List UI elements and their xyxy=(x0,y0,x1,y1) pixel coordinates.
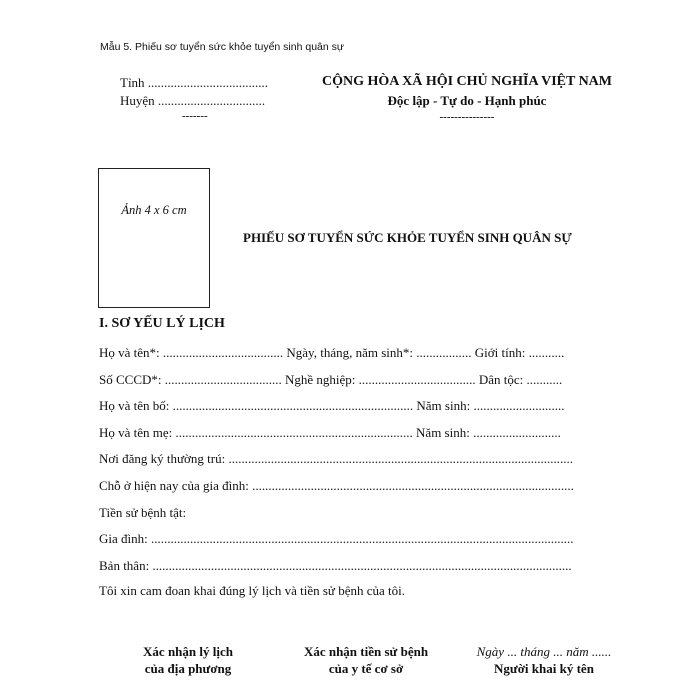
national-motto: Độc lập - Tự do - Hạnh phúc xyxy=(387,93,547,108)
photo-box xyxy=(98,168,210,308)
photo-label: Ảnh 4 x 6 cm xyxy=(121,203,187,217)
authority-header xyxy=(120,75,269,122)
section-title: I. SƠ YẾU LÝ LỊCH xyxy=(99,316,225,331)
signature-declarant-label: Người khai ký tên xyxy=(494,661,594,676)
signature-local-line2: của địa phương xyxy=(144,661,232,676)
field-medical-history: Tiền sử bệnh tật: xyxy=(99,505,187,520)
field-id-job-ethnicity: Số CCCD*: .................................... Nghề nghiệp: .................................... Dân tộc: ........... xyxy=(99,372,563,387)
district-line: Huyện ................................. xyxy=(120,93,266,108)
field-current-address: Chỗ ở hiện nay của gia đình: ................................................................................................... xyxy=(99,478,574,493)
national-header xyxy=(314,74,620,123)
province-line: Tỉnh ..................................... xyxy=(120,75,269,90)
field-permanent-address: Nơi đăng ký thường trú: .......................................................................................................... xyxy=(99,451,573,466)
signature-declarant xyxy=(466,643,622,677)
field-mother: Họ và tên mẹ: ......................................................................... Năm sinh: ........................... xyxy=(99,425,561,440)
country-name: CỘNG HÒA XÃ HỘI CHỦ NGHĨA VIỆT NAM xyxy=(321,74,612,89)
left-divider: ------- xyxy=(182,110,208,122)
field-father: Họ và tên bố: .......................................................................... Năm sinh: ............................ xyxy=(99,398,565,413)
signature-medical-line2: của y tế cơ sở xyxy=(328,661,404,676)
signature-date: Ngày ... tháng ... năm ...... xyxy=(476,644,612,659)
signature-medical-line1: Xác nhận tiền sử bệnh xyxy=(303,644,429,659)
signature-local-line1: Xác nhận lý lịch xyxy=(143,644,233,659)
form-code: Mẫu 5. Phiếu sơ tuyển sức khỏe tuyển sinh quân sự xyxy=(100,41,344,53)
signature-medical xyxy=(296,643,436,677)
field-family-history: Gia đình: .................................................................................................................................. xyxy=(99,531,574,546)
page-title: PHIẾU SƠ TUYỂN SỨC KHỎE TUYỂN SINH QUÂN SỰ xyxy=(243,230,572,245)
right-divider: --------------- xyxy=(439,111,495,123)
field-personal-history: Bản thân: ................................................................................................................................. xyxy=(99,558,572,573)
field-name-dob-gender: Họ và tên*: ..................................... Ngày, tháng, năm sinh*: ................. Giới tính: ........... xyxy=(99,345,565,360)
signature-local xyxy=(137,643,239,677)
declaration: Tôi xin cam đoan khai đúng lý lịch và tiền sử bệnh của tôi. xyxy=(99,583,405,598)
